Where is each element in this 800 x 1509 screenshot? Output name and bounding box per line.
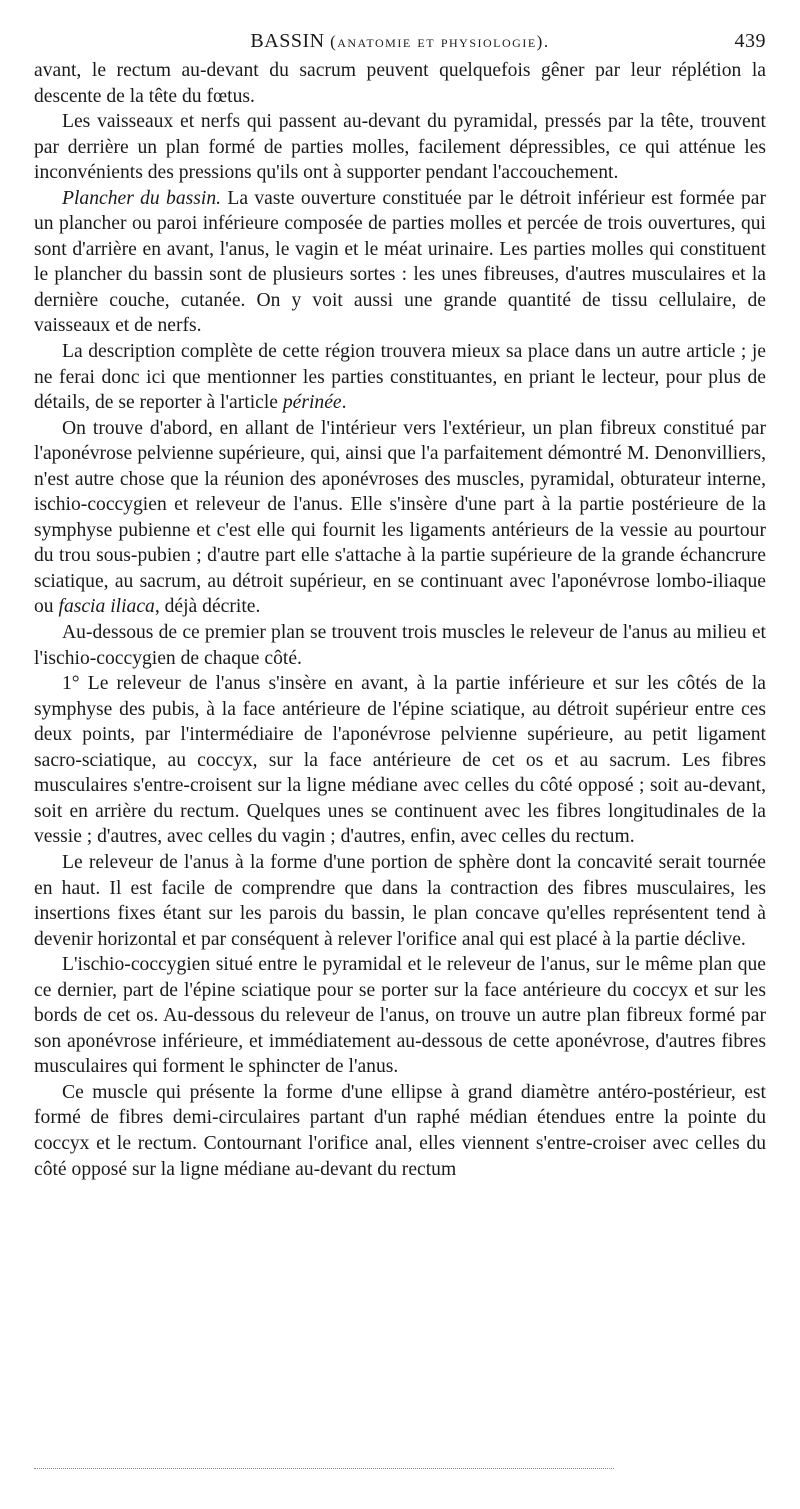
- running-title-sub: (anatomie et physiologie).: [330, 32, 550, 51]
- paragraph-7-text: 1° Le releveur de l'anus s'insère en avant, à la partie inférieure et sur les côtés de la symphyse des pubis, à la face antérieure de l'épine sciatique, au détroit supérieur entre ces deux points, par l'intermédiaire de l'aponévrose pelvienne supérieure, au petit ligament sacro-sciatique, au coccyx, sur la face antérieure de cet os et au sacrum. Les fibres musculaires s'entre-croisent sur la ligne médiane avec celles du côté opposé ; soit au-devant, soit en arrière du rectum. Quelques unes se continuent avec les fibres longitudinales de la vessie ; d'autres, avec celles du vagin ; d'autres, enfin, avec celles du rectum.: [34, 673, 766, 848]
- running-title-main: BASSIN: [250, 30, 325, 52]
- footer-rule: [34, 1468, 614, 1469]
- paragraph-3: [34, 186, 766, 339]
- paragraph-4: [34, 339, 766, 416]
- paragraph-3-text: La vaste ouverture constituée par le détroit inférieur est formée par un plancher ou paroi inférieure composée de parties molles et percée de trois ouvertures, qui sont d'arrière en avant, l'anus, le vagin et le méat urinaire. Les parties molles qui constituent le plancher du bassin sont de plusieurs sortes : les unes fibreuses, d'autres musculaires et la dernière couche, cutanée. On y voit aussi une grande quantité de tissu cellulaire, de vaisseaux et de nerfs.: [34, 187, 766, 337]
- paragraph-7: [34, 671, 766, 850]
- paragraph-10: [34, 1080, 766, 1182]
- body-text: [34, 58, 766, 1182]
- paragraph-9-text: L'ischio-coccygien situé entre le pyramidal et le releveur de l'anus, sur le même plan que ce dernier, part de l'épine sciatique pour se porter sur la face antérieure du coccyx et sur les bords de cet os. Au-dessous du releveur de l'anus, on trouve un autre plan fibreux formé par son aponévrose inférieure, et immédiatement au-dessous de cette aponévrose, d'autres fibres musculaires qui forment le sphincter de l'anus.: [34, 954, 766, 1078]
- paragraph-9: [34, 952, 766, 1080]
- term-fascia-iliaca: fascia iliaca: [58, 596, 155, 618]
- paragraph-1-text: avant, le rectum au-devant du sacrum peuvent quelquefois gêner par leur réplétion la descente de la tête du fœtus.: [34, 60, 766, 107]
- paragraph-4-text: La description complète de cette région trouvera mieux sa place dans un autre article ; je ne ferai donc ici que mentionner les parties constituantes, en priant le lecteur, pour plus de détails, de se reporter à l'article: [34, 341, 766, 414]
- paragraph-1: [34, 58, 766, 109]
- page-number: 439: [734, 30, 766, 52]
- section-heading-plancher: Plancher du bassin.: [62, 187, 222, 209]
- paragraph-6-text: Au-dessous de ce premier plan se trouvent trois muscles le releveur de l'anus au milieu et l'ischio-coccygien de chaque côté.: [34, 622, 766, 669]
- paragraph-5-tail: , déjà décrite.: [154, 596, 261, 618]
- paragraph-2: [34, 109, 766, 186]
- paragraph-4-tail: .: [341, 392, 347, 414]
- paragraph-5-text: On trouve d'abord, en allant de l'intérieur vers l'extérieur, un plan fibreux constitué par l'aponévrose pelvienne supérieure, qui, ainsi que l'a parfaitement démontré M. Denonvilliers, n'est autre chose que la réunion des aponévroses des muscles, pyramidal, obturateur interne, ischio-coccygien et releveur de l'anus. Elle s'insère d'une part à la partie postérieure de la symphyse pubienne et c'est elle qui fournit les ligaments antérieurs de la vessie au pourtour du trou sous-pubien ; d'autre part elle s'attache à la partie supérieure de la grande échancrure sciatique, au sacrum, au détroit supérieur, en se continuant avec l'aponévrose lombo-iliaque ou: [34, 417, 766, 618]
- paragraph-5: [34, 416, 766, 620]
- paragraph-8: [34, 850, 766, 952]
- paragraph-6: [34, 620, 766, 671]
- paragraph-2-text: Les vaisseaux et nerfs qui passent au-devant du pyramidal, pressés par la tête, trouvent par derrière un plan formé de parties molles, facilement dépressibles, ce qui atténue les inconvénients des pressions qu'ils ont à supporter pendant l'accouchement.: [34, 111, 766, 184]
- reference-perinee: périnée: [282, 392, 342, 414]
- paragraph-8-text: Le releveur de l'anus à la forme d'une portion de sphère dont la concavité serait tournée en haut. Il est facile de comprendre que dans la contraction des fibres musculaires, les insertions fixes étant sur les parois du bassin, le plan concave qu'elles représentent tend à devenir horizontal et par conséquent à relever l'orifice anal qui est placé à la partie déclive.: [34, 851, 766, 950]
- page: [34, 28, 766, 1182]
- paragraph-10-text: Ce muscle qui présente la forme d'une ellipse à grand diamètre antéro-postérieur, est formé de fibres demi-circulaires partant d'un raphé médian étendues entre la pointe du coccyx et le rectum. Contournant l'orifice anal, elles viennent s'entre-croiser avec celles du côté opposé sur la ligne médiane au-devant du rectum: [34, 1081, 766, 1180]
- running-title: [34, 30, 766, 53]
- running-header: [34, 28, 766, 58]
